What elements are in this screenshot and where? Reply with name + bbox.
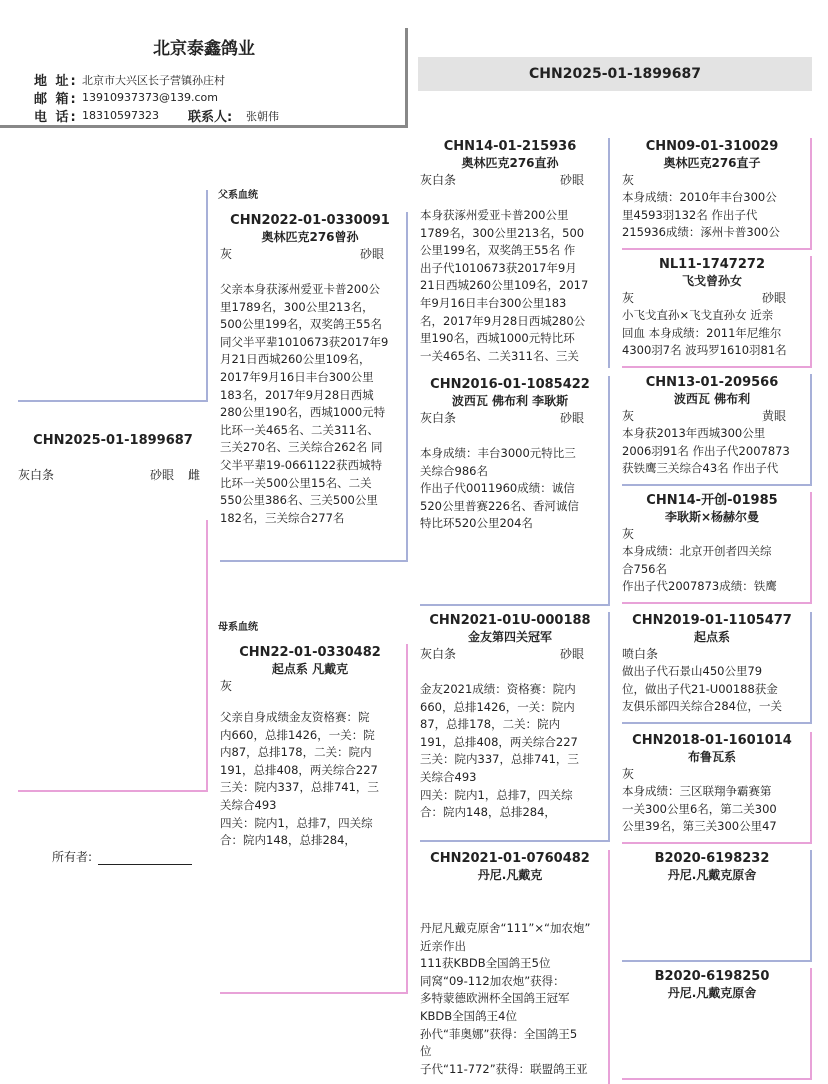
dss-name: 起点系 bbox=[693, 630, 730, 644]
ssd-name: 飞戈曾孙女 bbox=[681, 274, 742, 288]
dds-card bbox=[622, 850, 812, 962]
ss-ring: CHN14-01-215936 bbox=[443, 139, 577, 154]
email-row bbox=[34, 88, 218, 107]
owner-row bbox=[52, 848, 192, 865]
sss-color: 灰 bbox=[622, 173, 635, 187]
sds-description: 本身获2013年西城300公里 2006羽91名 作出子代2007873 获铁鹰三关综合43名 作出子代 bbox=[622, 426, 790, 476]
ddd-name: 丹尼.凡戴克原舍 bbox=[667, 986, 757, 1000]
contact-value: 张朝伟 bbox=[246, 109, 279, 123]
dds-name: 丹尼.凡戴克原舍 bbox=[667, 868, 757, 882]
sdd-ring: CHN14-开创-01985 bbox=[646, 493, 778, 508]
dd-card bbox=[420, 850, 610, 1084]
ds-color: 灰白条 bbox=[420, 647, 457, 661]
dam-name: 起点系 凡戴克 bbox=[271, 662, 349, 676]
sd-name: 波西瓦 佛布利 李耿斯 bbox=[451, 394, 569, 408]
sire-eye: 砂眼 bbox=[359, 247, 384, 261]
ddd-card bbox=[622, 968, 812, 1080]
ss-eye: 砂眼 bbox=[559, 173, 584, 187]
ssd-eye: 砂眼 bbox=[761, 291, 786, 305]
dam-description: 父亲自身成绩金友资格赛：院 内660，总排1426，一关：院 内87，总排178，二关：院内 191，总排408，两关综合227 三关：院内337，总排741，三 关综合493 四关：院内1，总排7，四关综 合：院内148，总排284， bbox=[220, 710, 379, 848]
company-info-box bbox=[0, 28, 408, 128]
ssd-card bbox=[622, 256, 812, 368]
subject-eye: 砂眼 bbox=[150, 468, 175, 482]
sds-color: 灰 bbox=[622, 409, 635, 423]
phone-value: 18310597323 bbox=[82, 109, 159, 122]
dam-connector-h bbox=[18, 790, 208, 792]
sss-ring: CHN09-01-310029 bbox=[645, 139, 779, 154]
dds-ring: B2020-6198232 bbox=[654, 851, 770, 866]
sd-color: 灰白条 bbox=[420, 411, 457, 425]
email-value: 13910937373@139.com bbox=[82, 91, 218, 104]
ssd-ring: NL11-1747272 bbox=[659, 257, 765, 272]
ds-eye: 砂眼 bbox=[559, 647, 584, 661]
sds-name: 波西瓦 佛布利 bbox=[673, 392, 751, 406]
address-value: 北京市大兴区长子营镇孙庄村 bbox=[82, 73, 225, 87]
ssd-description: 小飞戈直孙×飞戈直孙女 近亲 回血 本身成绩：2011年尼维尔 4300羽7名 波玛罗1610羽81名 bbox=[622, 308, 787, 358]
pedigree-banner: CHN2025-01-1899687 bbox=[418, 57, 812, 91]
sire-color: 灰 bbox=[220, 247, 233, 261]
contact-label: 联系人: bbox=[188, 110, 233, 125]
sire-ring: CHN2022-01-0330091 bbox=[230, 213, 390, 228]
sire-name: 奥林匹克276曾孙 bbox=[261, 230, 359, 244]
sdd-name: 李耿斯×杨赫尔曼 bbox=[664, 510, 760, 524]
sire-connector-v bbox=[206, 190, 208, 402]
sd-ring: CHN2016-01-1085422 bbox=[430, 377, 590, 392]
subject-color: 灰白条 bbox=[18, 468, 55, 482]
sds-eye: 黄眼 bbox=[761, 409, 786, 423]
sss-name: 奥林匹克276直子 bbox=[663, 156, 761, 170]
ss-name: 奥林匹克276直孙 bbox=[461, 156, 559, 170]
sire-connector-h bbox=[18, 400, 208, 402]
dsd-name: 布鲁瓦系 bbox=[687, 750, 736, 764]
email-label: 邮 箱: bbox=[34, 92, 78, 107]
sdd-color: 灰 bbox=[622, 527, 635, 541]
owner-blank-line bbox=[98, 852, 192, 865]
subject-sex: 雌 bbox=[188, 468, 201, 482]
dam-connector-v bbox=[206, 520, 208, 790]
ss-color: 灰白条 bbox=[420, 173, 457, 187]
sd-description: 本身成绩：丰台3000元特比三 关综合986名 作出子代0011960成绩：诚信 520公里普赛226名、香河诚信 特比环520公里204名 bbox=[420, 446, 579, 531]
dsd-card bbox=[622, 732, 812, 844]
sire-card bbox=[220, 212, 408, 562]
sire-line-label: 父系血统 bbox=[218, 190, 258, 201]
sds-ring: CHN13-01-209566 bbox=[645, 375, 779, 390]
ss-card bbox=[420, 138, 610, 368]
sdd-description: 本身成绩：北京开创者四关综 合756名 作出子代2007873成绩：铁鹰 bbox=[622, 544, 777, 594]
ddd-ring: B2020-6198250 bbox=[654, 969, 770, 984]
dsd-color: 灰 bbox=[622, 767, 635, 781]
sss-description: 本身成绩：2010年丰台300公 里4593羽132名 作出子代 215936成绩：涿州卡普300公 bbox=[622, 190, 780, 240]
company-name: 北京泰鑫鸽业 bbox=[153, 39, 255, 59]
dss-color: 喷白条 bbox=[622, 647, 659, 661]
ds-name: 金友第四关冠军 bbox=[467, 630, 552, 644]
sd-eye: 砂眼 bbox=[559, 411, 584, 425]
sire-description: 父亲本身获涿州爱亚卡普200公 里1789名，300公里213名， 500公里199名，双奖鸽王55名 同父半平辈1010673获2017年9 月21日西城260公里109名， 2017年9月16日丰台300公里 183名，2017年9月28日西城 280公里190名，西城1000元特 比环一关465名、二关311名、 三关270名、三关综合262名 同 父半平辈19-0661122获西城特 比环一关500公里15名、二关 550公里386名、三关500公里 182名，三关综合277名 bbox=[220, 282, 389, 525]
dsd-ring: CHN2018-01-1601014 bbox=[632, 733, 792, 748]
sds-card bbox=[622, 374, 812, 486]
subject-card bbox=[18, 432, 208, 502]
dss-ring: CHN2019-01-1105477 bbox=[632, 613, 792, 628]
phone-label: 电 话: bbox=[34, 110, 78, 125]
address-label: 地 址: bbox=[34, 74, 78, 89]
ssd-color: 灰 bbox=[622, 291, 635, 305]
dam-ring: CHN22-01-0330482 bbox=[239, 645, 381, 660]
sss-card bbox=[622, 138, 812, 250]
dd-name: 丹尼.凡戴克 bbox=[477, 868, 543, 882]
ds-ring: CHN2021-01U-000188 bbox=[429, 613, 591, 628]
dsd-description: 本身成绩：三区联翔争霸赛第 一关300公里6名，第二关300 公里39名，第三关300公里47 bbox=[622, 784, 777, 834]
dss-description: 做出子代石景山450公里79 位，做出子代21-U00188获金 友俱乐部四关综合284位，一关 bbox=[622, 664, 782, 714]
sdd-card bbox=[622, 492, 812, 604]
owner-label: 所有者: bbox=[52, 850, 93, 864]
ds-card bbox=[420, 612, 610, 842]
ds-description: 金友2021成绩：资格赛：院内 660，总排1426，一关：院内 87，总排178，二关：院内 191，总排408，两关综合227 三关：院内337，总排741，三 关综合493 四关：院内1，总排7，四关综 合：院内148，总排284， bbox=[420, 682, 579, 820]
phone-row bbox=[34, 106, 279, 125]
dam-line-label: 母系血统 bbox=[218, 622, 258, 633]
dd-ring: CHN2021-01-0760482 bbox=[430, 851, 590, 866]
dam-card bbox=[220, 644, 408, 994]
dss-card bbox=[622, 612, 812, 724]
dam-color: 灰 bbox=[220, 679, 233, 693]
sd-card bbox=[420, 376, 610, 606]
subject-ring: CHN2025-01-1899687 bbox=[33, 433, 193, 448]
ss-description: 本身获涿州爱亚卡普200公里 1789名，300公里213名，500 公里199名，双奖鸽王55名 作 出子代1010673获2017年9月 21日西城260公里109名，2017 年9月16日丰台300公里183 名，2017年9月28日西城280公 里190名，西城1000元特比环 一关465名、二关311名、三关 bbox=[420, 208, 589, 363]
dd-description: 丹尼凡戴克原舍“111”×“加农炮” 近亲作出 111获KBDB全国鸽王5位 同窝“09-112加农炮”获得： 多特蒙德欧洲杯全国鸽王冠军 KBDB全国鸽王4位 孙代“菲奥娜”获得：全国鸽王5 位 子代“11-772”获得：联盟鸽王亚 bbox=[420, 921, 591, 1076]
address-row bbox=[34, 70, 225, 89]
